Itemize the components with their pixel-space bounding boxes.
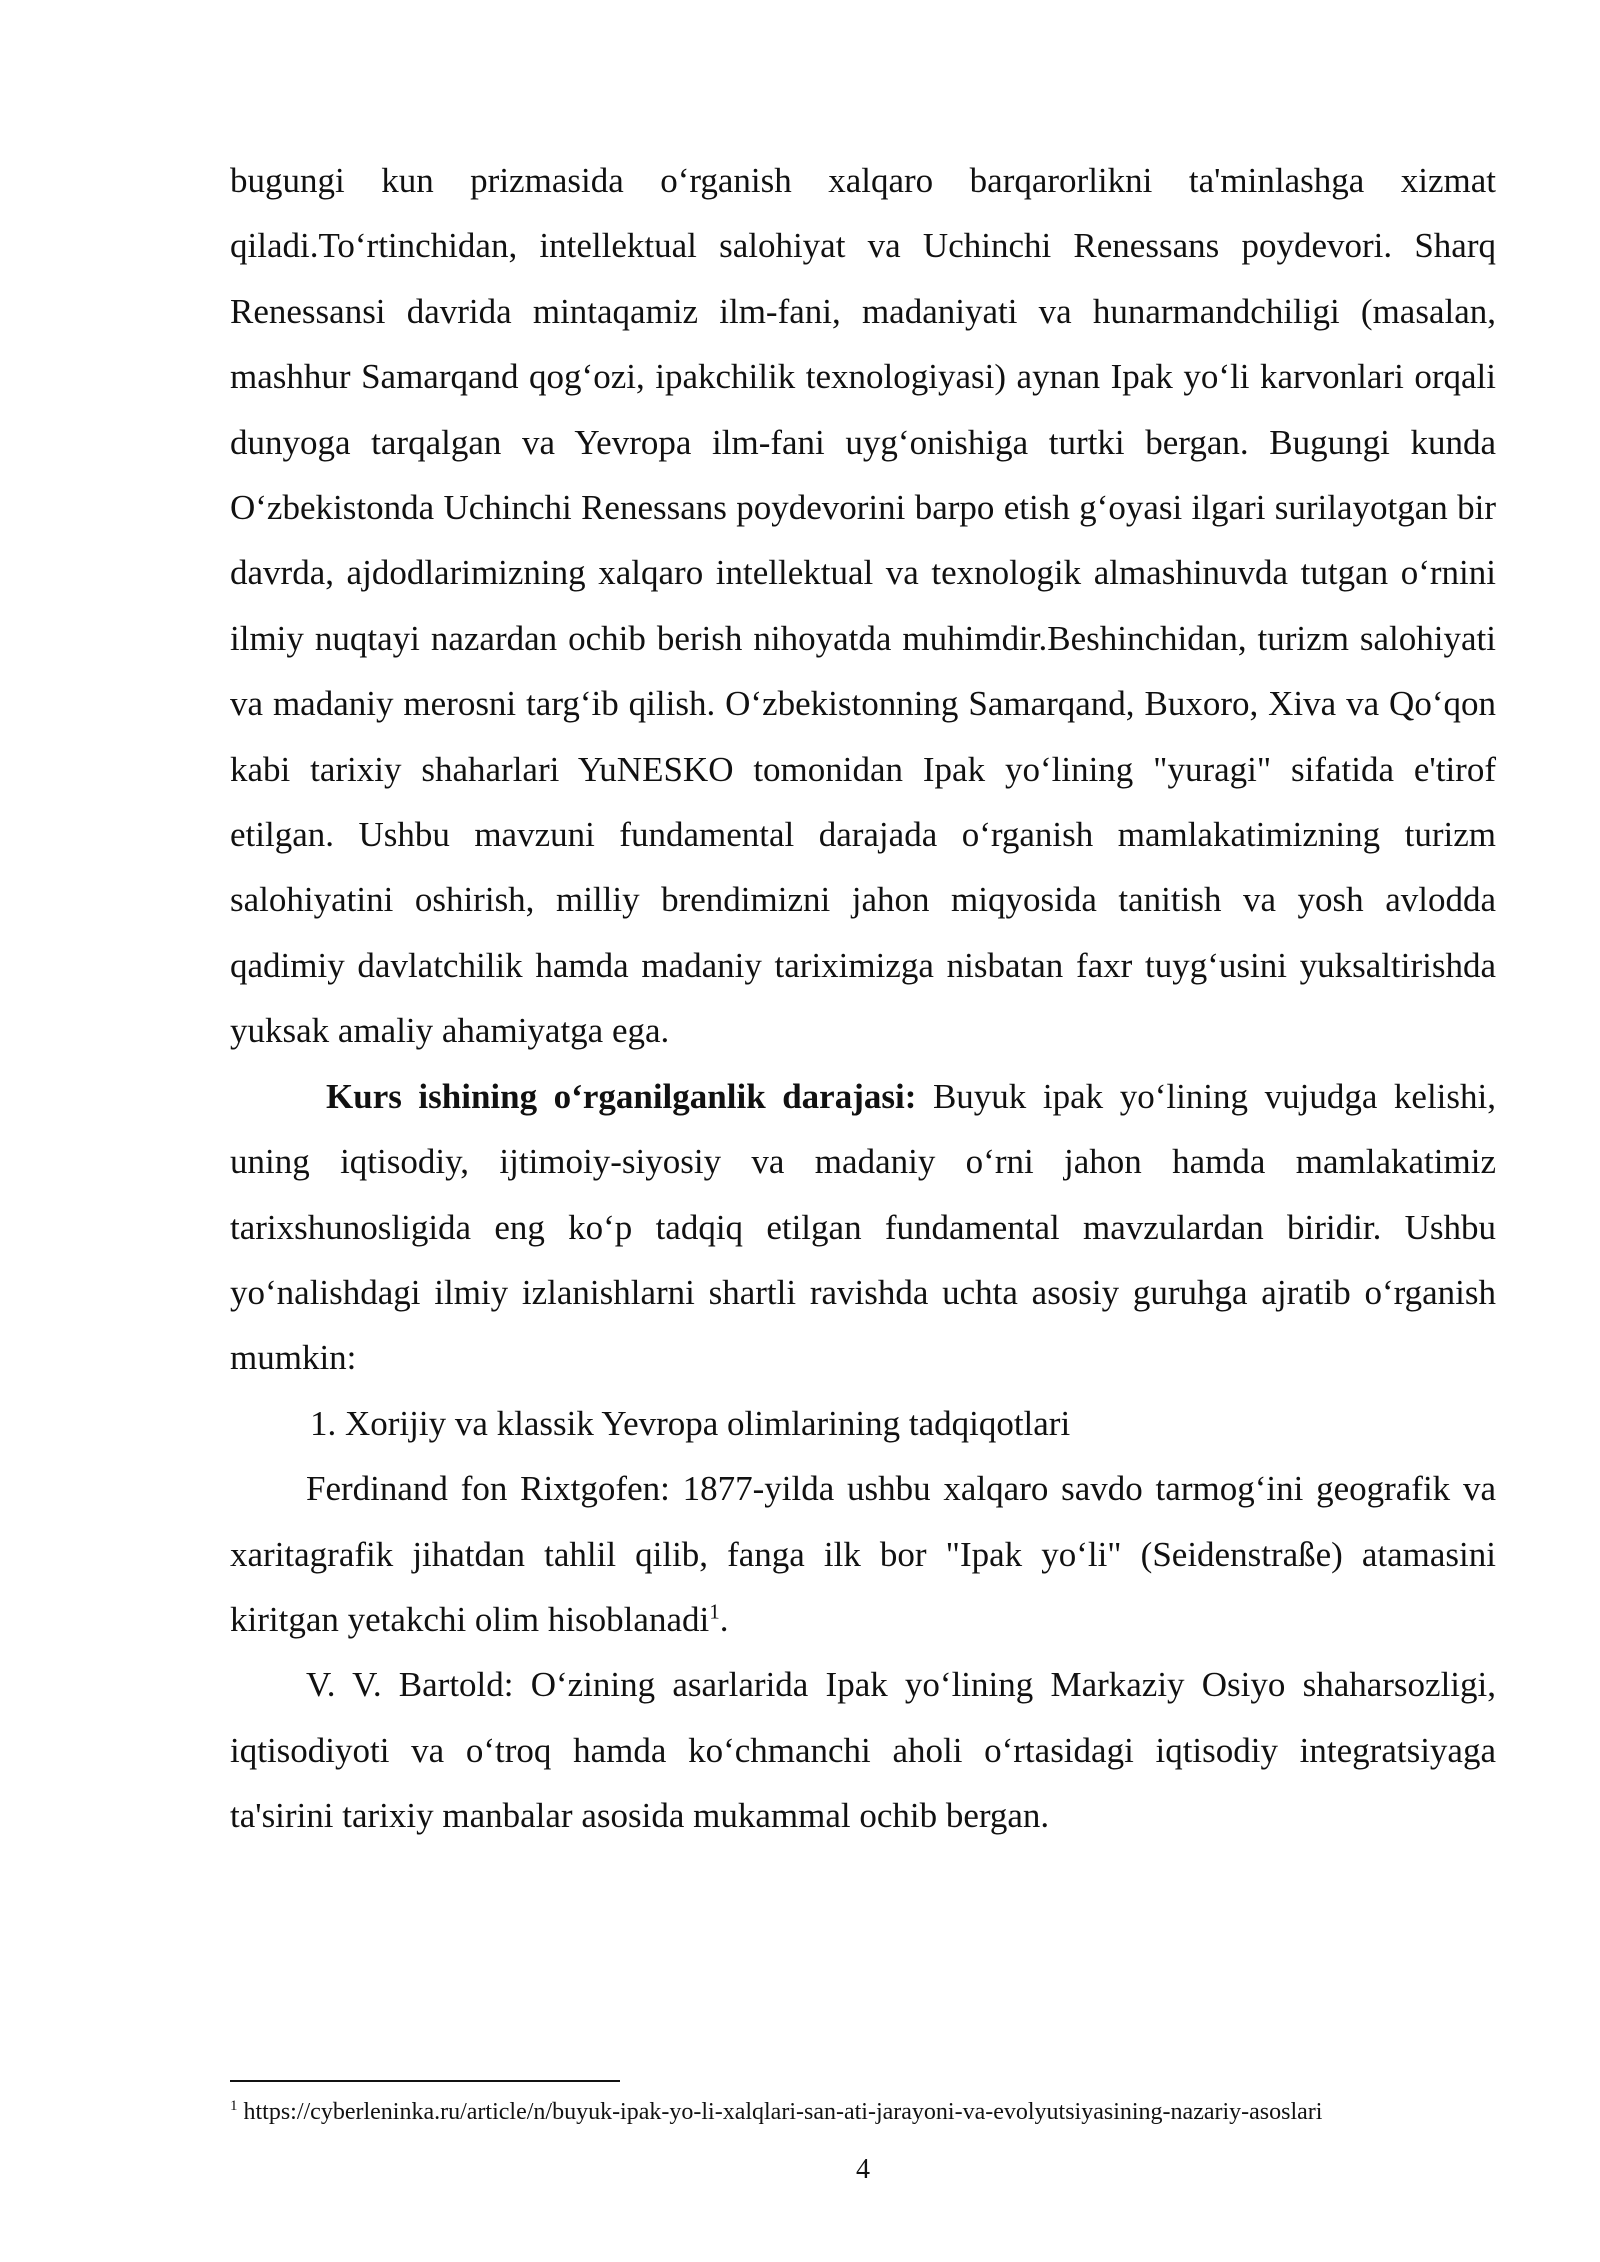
- footnote-divider: [230, 2080, 620, 2082]
- richthofen-text: Ferdinand fon Rixtgofen: 1877-yilda ushbu xalqaro savdo tarmog‘ini geografik va xaritagrafik jihatdan tahlil qilib, fanga ilk bor "Ipak yo‘li" (Seidenstraße) atamasini kiritgan yetakchi olim hisoblanadi: [230, 1469, 1496, 1639]
- list-item-foreign-scholars: 1. Xorijiy va klassik Yevropa olimlarining tadqiqotlari: [310, 1403, 1071, 1443]
- research-level-heading: Kurs ishining o‘rganilganlik darajasi:: [326, 1076, 917, 1116]
- paragraph-research-level: [230, 1064, 1496, 1391]
- document-body: [230, 148, 1496, 1849]
- footnote-marker: 1: [230, 2098, 238, 2114]
- paragraph-bartold: V. V. Bartold: O‘zining asarlarida Ipak yo‘lining Markaziy Osiyo shaharsozligi, iqtisodiyoti va o‘troq hamda ko‘chmanchi aholi o‘rtasidagi iqtisodiy integratsiyaga ta'sirini tarixiy manbalar asosida mukammal ochib bergan.: [230, 1665, 1496, 1836]
- footnote-reference[interactable]: 1: [709, 1599, 720, 1624]
- richthofen-end: .: [719, 1599, 729, 1639]
- page-number: 4: [856, 2154, 870, 2185]
- footnote: [230, 2096, 1530, 2128]
- footnote-link[interactable]: https://cyberleninka.ru/article/n/buyuk-ipak-yo-li-xalqlari-san-ati-jarayoni-va-evolyutsiyasining-nazariy-asoslari: [237, 2099, 1323, 2125]
- paragraph-richthofen: [230, 1456, 1496, 1652]
- paragraph-significance: bugungi kun prizmasida o‘rganish xalqaro barqarorlikni ta'minlashga xizmat qiladi.To‘rtinchidan, intellektual salohiyat va Uchinchi Renessans poydevori. Sharq Renessansi davrida mintaqamiz ilm-fani, madaniyati va hunarmandchiligi (masalan, mashhur Samarqand qog‘ozi, ipakchilik texnologiyasi) aynan Ipak yo‘li karvonlari orqali dunyoga tarqalgan va Yevropa ilm-fani uyg‘onishiga turtki bergan. Bugungi kunda O‘zbekistonda Uchinchi Renessans poydevorini barpo etish g‘oyasi ilgari surilayotgan bir davrda, ajdodlarimizning xalqaro intellektual va texnologik almashinuvda tutgan o‘rnini ilmiy nuqtayi nazardan ochib berish nihoyatda muhimdir.Beshinchidan, turizm salohiyati va madaniy merosni targ‘ib qilish. O‘zbekistonning Samarqand, Buxoro, Xiva va Qo‘qon kabi tarixiy shaharlari YuNESKO tomonidan Ipak yo‘lining "yuragi" sifatida e'tirof etilgan. Ushbu mavzuni fundamental darajada o‘rganish mamlakatimizning turizm salohiyatini oshirish, milliy brendimizni jahon miqyosida tanitish va yosh avlodda qadimiy davlatchilik hamda madaniy tariximizga nisbatan faxr tuyg‘usini yuksaltirishda yuksak amaliy ahamiyatga ega.: [230, 161, 1496, 1051]
- research-level-body: Buyuk ipak yo‘lining vujudga kelishi, uning iqtisodiy, ijtimoiy-siyosiy va madaniy o‘rni jahon hamda mamlakatimiz tarixshunosligida eng ko‘p tadqiq etilgan fundamental mavzulardan biridir. Ushbu yo‘nalishdagi ilmiy izlanishlarni shartli ravishda uchta asosiy guruhga ajratib o‘rganish mumkin:: [230, 1076, 1496, 1378]
